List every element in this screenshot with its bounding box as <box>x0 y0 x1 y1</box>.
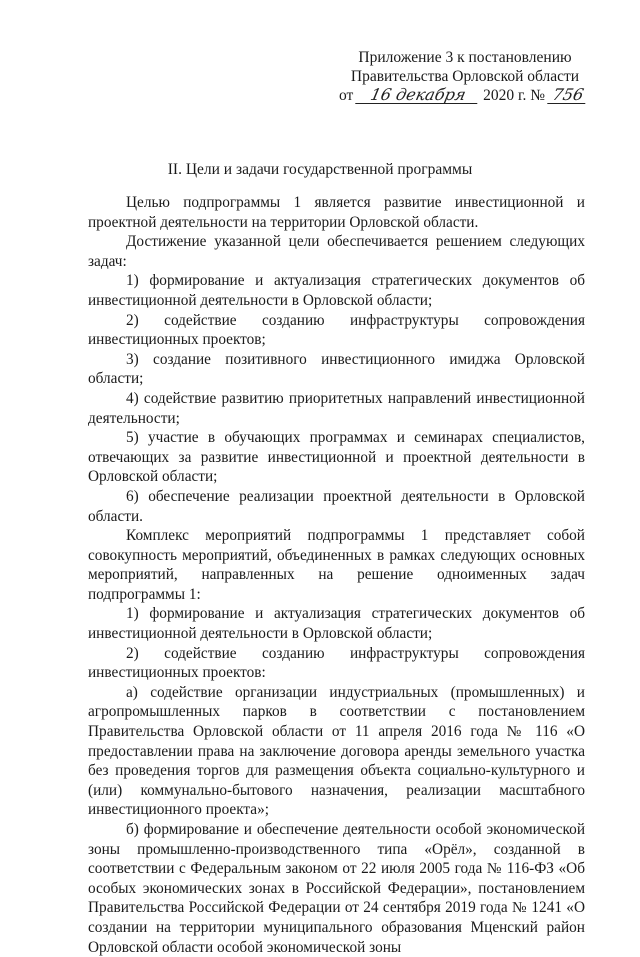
paragraph-task-1: 1) формирование и актуализация стратегических документов об инвестиционной деятельности в Орловской области; <box>88 272 585 309</box>
paragraph-tasks-intro: Достижение указанной цели обеспечивается решением следующих задач: <box>88 233 585 270</box>
document-body <box>88 193 585 957</box>
paragraph-measure-2a: а) содействие организации индустриальных (промышленных) и агропромышленных парков в соответствии с постановлением Правительства Орловской области от 11 апреля 2016 года № 116 «О предоставлении права на заключение договора аренды земельного участка без проведения торгов для размещения объекта социально-культурного и (или) коммунально-бытового назначения, реализации масштабного инвестиционного проекта»; <box>88 683 585 819</box>
paragraph-task-6: 6) обеспечение реализации проектной деятельности в Орловской области. <box>88 487 585 525</box>
handwritten-date: 16 декабря <box>355 87 481 104</box>
paragraph-goal: Целью подпрограммы 1 является развитие инвестиционной и проектной деятельности на территории Орловской области. <box>88 194 585 231</box>
paragraph-task-3: 3) создание позитивного инвестиционного имиджа Орловской области; <box>88 350 585 388</box>
paragraph-task-5: 5) участие в обучающих программах и семинарах специалистов, отвечающих за развитие инвестиционной и проектной деятельности в Орловской области; <box>88 429 585 486</box>
paragraph-measures-intro: Комплекс мероприятий подпрограммы 1 представляет собой совокупность мероприятий, объединенных в рамках следующих основных мероприятий, направленных на решение одноименных задач подпрограммы 1: <box>88 527 585 603</box>
section-title: II. Цели и задачи государственной программы <box>167 161 473 178</box>
date-prefix: от <box>339 87 354 104</box>
header-government-line: Правительства Орловской области <box>350 68 580 85</box>
header-date-line <box>339 86 595 105</box>
paragraph-task-4: 4) содействие развитию приоритетных направлений инвестиционной деятельности; <box>88 389 585 427</box>
handwritten-number: 756 <box>547 87 589 104</box>
header-appendix-line: Приложение 3 к постановлению <box>358 49 572 66</box>
paragraph-measure-1: 1) формирование и актуализация стратегических документов об инвестиционной деятельности в Орловской области; <box>88 605 585 643</box>
year-text: 2020 г. № <box>483 87 546 104</box>
paragraph-task-2: 2) содействие созданию инфраструктуры сопровождения инвестиционных проектов; <box>88 311 585 349</box>
document-header <box>335 48 595 105</box>
paragraph-measure-2b: б) формирование и обеспечение деятельности особой экономической зоны промышленно-производственного типа «Орёл», созданной в соответствии с Федеральным законом от 22 июля 2005 года № 116-ФЗ «Об особых экономических зонах в Российской Федерации», постановлением Правительства Российской Федерации от 24 сентября 2019 года № 1241 «О создании на территории муниципального образования Мценский район Орловской области особой экономической зоны <box>88 821 585 956</box>
paragraph-measure-2: 2) содействие созданию инфраструктуры сопровождения инвестиционных проектов: <box>88 644 585 682</box>
